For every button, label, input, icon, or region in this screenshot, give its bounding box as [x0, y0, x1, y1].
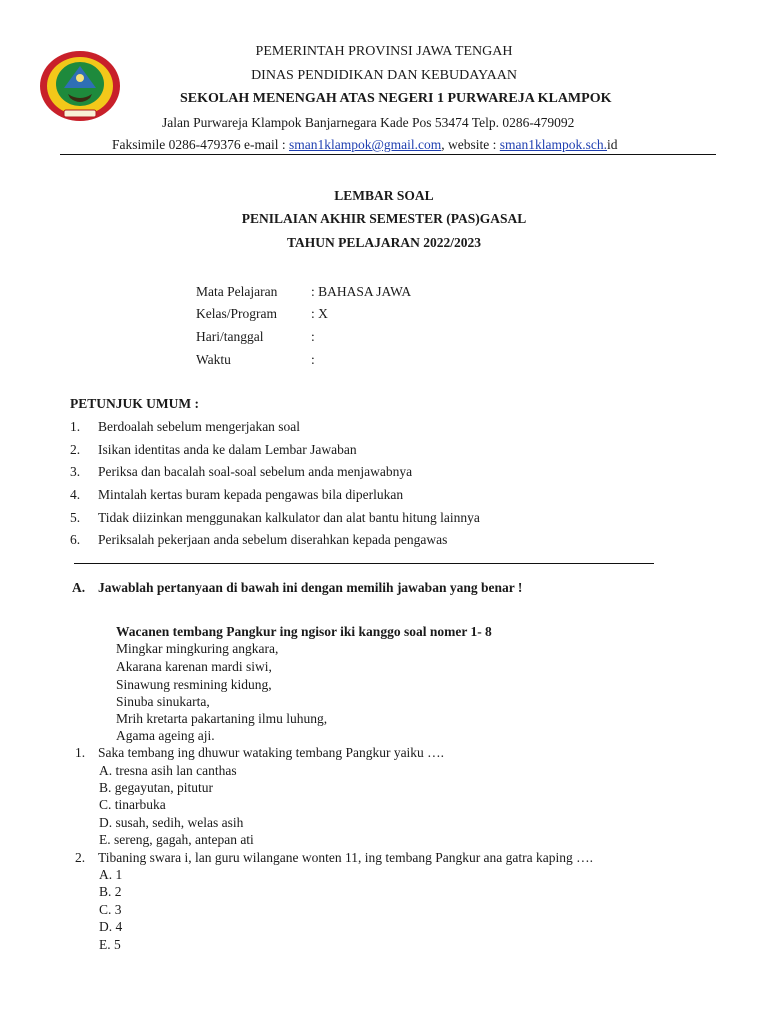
- passage-line: Mingkar mingkuring angkara,: [116, 641, 279, 656]
- letterhead-school-name: SEKOLAH MENENGAH ATAS NEGERI 1 PURWAREJA KLAMPOK: [180, 91, 612, 106]
- fax-label: Faksimile 0286-479376 e-mail :: [112, 137, 289, 152]
- question-text: Saka tembang ing dhuwur wataking tembang Pangkur yaiku ….: [98, 745, 445, 760]
- info-value: : X: [311, 306, 328, 321]
- passage-heading: Wacanen tembang Pangkur ing ngisor iki kanggo soal nomer 1- 8: [116, 624, 492, 639]
- answer-option[interactable]: B. 2: [99, 884, 122, 899]
- info-label: Hari/tanggal: [196, 329, 264, 344]
- question-number: 1.: [75, 745, 86, 760]
- info-value: :: [311, 352, 315, 367]
- info-value: : BAHASA JAWA: [311, 284, 412, 299]
- answer-option[interactable]: A. tresna asih lan canthas: [99, 763, 237, 778]
- website-label: , website :: [441, 137, 500, 152]
- list-item-number: 2.: [70, 442, 81, 457]
- website-link[interactable]: sman1klampok.sch.: [499, 137, 608, 152]
- list-item: Periksalah pekerjaan anda sebelum diserahkan kepada pengawas: [98, 532, 448, 547]
- list-item-number: 5.: [70, 510, 81, 525]
- info-label: Mata Pelajaran: [196, 284, 278, 299]
- answer-option[interactable]: D. 4: [99, 919, 123, 934]
- answer-option[interactable]: C. 3: [99, 902, 122, 917]
- instructions-heading: PETUNJUK UMUM :: [70, 396, 199, 411]
- exam-title: PENILAIAN AKHIR SEMESTER (PAS)GASAL: [241, 211, 527, 226]
- question-text: Tibaning swara i, lan guru wilangane wonten 11, ing tembang Pangkur ana gatra kaping ….: [98, 850, 594, 865]
- question-number: 2.: [75, 850, 86, 865]
- email-link[interactable]: sman1klampok@gmail.com: [288, 137, 442, 152]
- academic-year: TAHUN PELAJARAN 2022/2023: [286, 235, 481, 250]
- list-item-number: 1.: [70, 419, 81, 434]
- letterhead-address: Jalan Purwareja Klampok Banjarnegara Kade Pos 53474 Telp. 0286-479092: [162, 115, 575, 130]
- info-label: Waktu: [196, 352, 231, 367]
- answer-option[interactable]: E. 5: [99, 937, 121, 952]
- info-value: :: [311, 329, 315, 344]
- list-item: Mintalah kertas buram kepada pengawas bila diperlukan: [98, 487, 404, 502]
- letterhead-divider: [60, 154, 716, 155]
- passage-line: Mrih kretarta pakartaning ilmu luhung,: [116, 711, 328, 726]
- section-label: A.: [72, 580, 86, 595]
- section-heading: Jawablah pertanyaan di bawah ini dengan memilih jawaban yang benar !: [98, 580, 523, 595]
- letterhead-province: PEMERINTAH PROVINSI JAWA TENGAH: [255, 44, 513, 59]
- section-divider: [74, 563, 654, 564]
- letterhead-contact: [112, 137, 618, 153]
- list-item: Isikan identitas anda ke dalam Lembar Jawaban: [98, 442, 357, 457]
- passage-line: Agama ageing aji.: [116, 728, 215, 743]
- answer-option[interactable]: A. 1: [99, 867, 123, 882]
- passage-line: Sinuba sinukarta,: [116, 694, 210, 709]
- answer-option[interactable]: E. sereng, gagah, antepan ati: [99, 832, 254, 847]
- answer-option[interactable]: C. tinarbuka: [99, 797, 166, 812]
- letterhead-department: DINAS PENDIDIKAN DAN KEBUDAYAAN: [251, 68, 517, 83]
- answer-option[interactable]: D. susah, sedih, welas asih: [99, 815, 244, 830]
- website-suffix: id: [607, 137, 618, 152]
- passage-line: Sinawung resmining kidung,: [116, 677, 272, 692]
- list-item: Tidak diizinkan menggunakan kalkulator dan alat bantu hitung lainnya: [98, 510, 480, 525]
- list-item-number: 3.: [70, 464, 81, 479]
- info-label: Kelas/Program: [196, 306, 277, 321]
- page-title: LEMBAR SOAL: [334, 188, 434, 203]
- list-item-number: 4.: [70, 487, 81, 502]
- answer-option[interactable]: B. gegayutan, pitutur: [99, 780, 213, 795]
- list-item-number: 6.: [70, 532, 81, 547]
- list-item: Periksa dan bacalah soal-soal sebelum anda menjawabnya: [98, 464, 413, 479]
- passage-line: Akarana karenan mardi siwi,: [116, 659, 272, 674]
- list-item: Berdoalah sebelum mengerjakan soal: [98, 419, 301, 434]
